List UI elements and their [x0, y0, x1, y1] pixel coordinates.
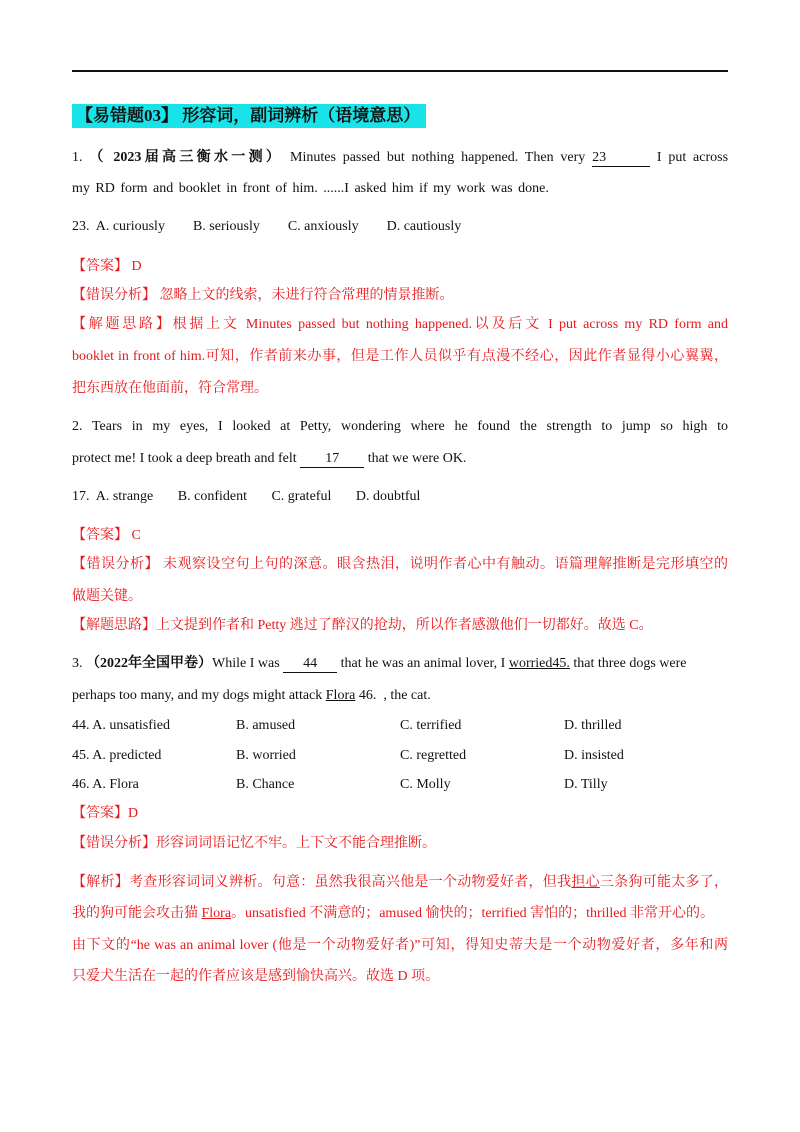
q1-text-b: I put across [656, 150, 729, 165]
q3-opt-46-b: B. Chance [236, 777, 295, 792]
q1-line1 [72, 148, 728, 168]
q2-idea [72, 616, 728, 636]
q3-line2 [72, 686, 728, 706]
q3-error-label: 【错误分析】 [72, 836, 156, 851]
q3-opt-46-a: 46. A. Flora [72, 777, 139, 792]
q3-text-b: that he was an animal lover, I [340, 656, 506, 671]
q1-line2: my RD form and booklet in front of him. ......I asked him if my work was done. [72, 181, 549, 196]
q3-text-d: perhaps too many, and my dogs might attack [72, 688, 323, 703]
q1-idea-line2: booklet in front of him.可知，作者前来办事，但是工作人员似乎有点漫不经心，因此作者显得小心翼翼， [72, 349, 728, 364]
q3-blank-44: 44 [283, 656, 337, 673]
q3-answer-label: 【答案】 [72, 806, 128, 821]
q3-analysis-line1 [72, 873, 728, 893]
q3-error-text: 形容词词语记忆不牢。上下文不能合理推断。 [156, 836, 436, 851]
q3-opt-45-b: B. worried [236, 748, 296, 763]
q1-number: 1. [72, 150, 83, 165]
q3-opt-45-a: 45. A. predicted [72, 748, 162, 763]
q2-answer-value: C [128, 528, 141, 543]
q1-error-text: 忽略上文的线索，未进行符合常理的情景推断。 [156, 288, 454, 303]
q1-idea-label: 【解题思路】 [72, 317, 173, 332]
q2-error-line2: 做题关键。 [72, 589, 142, 604]
q3-analysis-line3: 由下文的“he was an animal lover (他是一个动物爱好者)”可知，得知史蒂夫是一个动物爱好者，多年和两 [72, 938, 728, 953]
q3-analysis-worried: 担心 [571, 875, 600, 890]
q2-blank: 17 [300, 451, 364, 468]
q2-error-label: 【错误分析】 [72, 557, 159, 572]
q3-worried: worried45. [508, 656, 570, 671]
q2-error-text1: 未观察设空句上句的深意。眼含热泪，说明作者心中有触动。语篇理解推断是完形填空的 [159, 557, 728, 572]
q3-opt-44-c: C. terrified [400, 718, 462, 733]
q3-opt-44-a: 44. A. unsatisfied [72, 718, 170, 733]
q1-options: 23. A. curiously B. seriously C. anxiously D. cautiously [72, 219, 462, 234]
q2-text-a: protect me! I took a deep breath and felt [72, 451, 297, 466]
q2-error-line1 [72, 555, 728, 575]
q3-answer [72, 804, 728, 824]
q3-analysis-line4: 只爱犬生活在一起的作者应该是感到愉快高兴。故选 D 项。 [72, 969, 440, 984]
q3-analysis-label: 【解析】 [72, 875, 130, 890]
q2-options: 17. A. strange B. confident C. grateful D. doubtful [72, 489, 421, 504]
q3-opt-45-c: C. regretted [400, 748, 467, 763]
q1-error-label: 【错误分析】 [72, 288, 156, 303]
q1-answer-value: D [128, 259, 142, 274]
q3-text-a: While I was [212, 656, 280, 671]
q2-line2 [72, 449, 728, 469]
q3-analysis-line2 [72, 904, 728, 924]
q2-answer-label: 【答案】 [72, 528, 128, 543]
q2-idea-text: 上文提到作者和 Petty 逃过了醉汉的抢劫，所以作者感激他们一切都好。故选 C。 [156, 618, 653, 633]
q2-idea-label: 【解题思路】 [72, 618, 156, 633]
q3-opt-44-d: D. thrilled [564, 718, 622, 733]
q2-answer [72, 526, 728, 546]
q1-error [72, 286, 728, 306]
q2-text-b: that we were OK. [367, 451, 467, 466]
q3-analysis-flora: Flora [201, 906, 232, 921]
q3-flora: Flora [325, 688, 356, 703]
q1-text-a: Minutes passed but nothing happened. Then very [290, 150, 586, 165]
q3-analysis-2b: 。unsatisfied 不满意的；amused 愉快的；terrified 害怕的；thrilled 非常开心的。 [231, 906, 714, 921]
header-rule [72, 70, 728, 72]
q1-idea-text1: 根据上文 Minutes passed but nothing happened.以及后文 I put across my RD form and [172, 317, 728, 332]
q3-opt-45-d: D. insisted [564, 748, 624, 763]
q1-idea-line1 [72, 315, 728, 335]
q1-answer [72, 257, 728, 277]
q3-text-e: 46. , the cat. [355, 688, 431, 703]
q1-source: （ 2023届高三衡水一测） [89, 150, 284, 165]
q2-line1: 2. Tears in my eyes, I looked at Petty, wondering where he found the strength to jump so high to [72, 419, 728, 434]
q3-opt-46-c: C. Molly [400, 777, 451, 792]
q3-error [72, 834, 728, 854]
q1-answer-label: 【答案】 [72, 259, 128, 274]
q3-source: （2022年全国甲卷） [86, 656, 212, 671]
q3-text-c: that three dogs were [573, 656, 687, 671]
q3-analysis-2a: 我的狗可能会攻击猫 [72, 906, 202, 921]
q3-analysis-1b: 三条狗可能太多了， [599, 875, 729, 890]
q3-opt-44-b: B. amused [236, 718, 296, 733]
q3-opt-46-d: D. Tilly [564, 777, 608, 792]
section-title: 【易错题03】 形容词，副词辨析（语境意思） [72, 104, 426, 128]
q1-idea-line3: 把东西放在他面前，符合常理。 [72, 381, 268, 396]
q3-answer-value: D [128, 806, 139, 821]
q3-line1 [72, 654, 728, 674]
q3-number: 3. [72, 656, 83, 671]
q3-analysis-1a: 考查形容词词义辨析。句意：虽然我很高兴他是一个动物爱好者，但我 [129, 875, 572, 890]
q1-blank: 23 [592, 150, 650, 167]
